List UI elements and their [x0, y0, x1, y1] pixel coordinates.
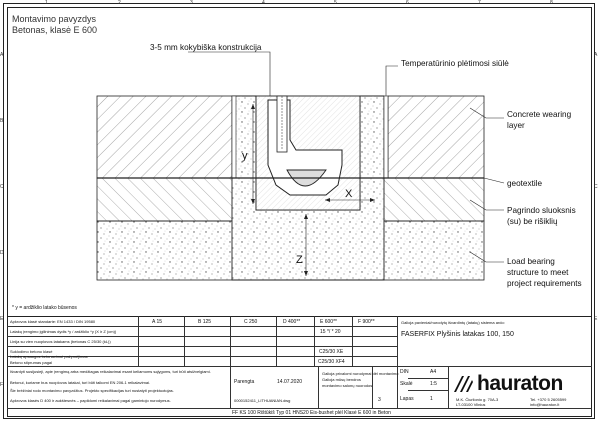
hint-box: Galioja privalomi nurodymai dėl montavimo: [322, 371, 399, 376]
note-4: Apkrovos klasės D 400 ir aukštesnės – papildomi reikalavimai pagal gamintojo nurodymus.: [10, 398, 171, 403]
zone-side-d: D: [0, 250, 4, 256]
prepared-label: Parengta: [234, 379, 255, 385]
load-class-header: Apkrovos klasė standarte: EN 1433 / DIN 19580: [10, 319, 96, 324]
validity-1: Galioja mūsų bendros: [322, 377, 361, 382]
annotation-bearing-3: project requirements: [507, 279, 582, 288]
drawing-subtitle: Betonas, klasė E 600: [12, 25, 98, 35]
zone-top-3: 3: [190, 0, 193, 6]
product-note: Galioja pavieniai/nurodytų išvardintų (latakų) sistema ardo:: [401, 320, 505, 325]
zone-side-a: A: [0, 52, 4, 58]
prepared-date: 14.07.2020: [277, 379, 303, 385]
row-label-4: Latakų apsaugos betonavimui pažymėjimas: [10, 354, 88, 359]
annotation-geotextile: geotextile: [507, 179, 543, 188]
e600-concrete: C25/30 XE: [319, 349, 344, 355]
annotation-base-1: Pagrindo sluoksnis: [507, 206, 576, 215]
product-name: FASERFIX Plyšinis latakas 100, 150: [401, 331, 514, 338]
zone-side-e: E: [0, 316, 4, 322]
zone-side-c-right: C: [594, 184, 598, 190]
footnote: * y = ardžiklio latako būsenos: [12, 305, 77, 311]
class-f900: F 900**: [358, 319, 375, 325]
file-name: 0000152411_LITHUANIAN.dwg: [234, 398, 291, 403]
scale-label: Skalė: [400, 381, 413, 387]
row-label-1: Latakų įrengimo įgilinimas dydis *y / ardžiklio *y (X ir Z (cm)): [10, 329, 117, 334]
zone-side-f: F: [0, 382, 4, 388]
zone-side-a-right: A: [594, 52, 598, 58]
class-c250: C 250: [244, 319, 258, 325]
class-e600: E 600**: [320, 319, 337, 325]
annotation-angle: 3-5 mm kokybiška konstrukcija: [150, 43, 262, 52]
address-2: LT-03100 Vilnius: [456, 402, 486, 407]
zone-top-2: 2: [118, 0, 121, 6]
zone-top-7: 7: [478, 0, 481, 6]
note-3: Šie brėžiniai rodo montavimo pavyzdžius. Projekto specifikacijas turi nustatyti projektuotojas.: [10, 388, 174, 393]
drawing-title: Montavimo pavyzdys: [12, 14, 97, 24]
zone-top-5: 5: [334, 0, 337, 6]
dimension-y-label: y: [242, 150, 248, 162]
company-logo: hauraton: [477, 372, 563, 395]
zone-top-1: 1: [45, 0, 48, 6]
zone-side-e-right: E: [594, 316, 598, 322]
zone-side-b: B: [0, 118, 4, 124]
note-1: Išvardyti susijusieji, apie įrengimą arba medžiagas reikalavimai esant keliamoms sąlygoms, turi būti atsižvelgiami.: [10, 369, 211, 374]
zone-side-c: C: [0, 184, 4, 190]
row-label-5: Betono stiprumas pagal: [10, 360, 53, 365]
dimension-x-label: X: [345, 188, 353, 200]
row-label-2: Linija su vien nuoplovos latakams (betonas C 25/30 (kL)): [10, 339, 111, 344]
footer-description: FF KS 100 Rištūkiš Typ 01 HNS20 Eis-bushet plėl Klasė E 600 in Beton: [232, 410, 391, 416]
sheet-number: 3: [378, 397, 381, 403]
zone-top-4: 4: [262, 0, 265, 6]
annotation-joint: Temperatūrinio plėtimosi siūlė: [401, 59, 509, 68]
note-2: Betonui, kuriame bus nuoplovos latakai, turi būti taikomi EN 206-1 reikalavimai.: [10, 380, 151, 385]
validity-2: montavimo salonų nuorodos: [322, 383, 373, 388]
annotation-bearing-2: structure to meet: [507, 268, 569, 277]
format-value: A4: [430, 369, 437, 375]
contact-phone: Tel. +370 5 2605599: [530, 397, 567, 402]
class-a15: A 15: [152, 319, 163, 325]
contact-email: info@hauraton.lt: [530, 402, 560, 407]
annotation-wearing-1: Concrete wearing: [507, 110, 572, 119]
zone-top-6: 6: [406, 0, 409, 6]
format-label: DIN: [400, 369, 409, 375]
annotation-wearing-2: layer: [507, 121, 525, 130]
sheet-value: 1: [430, 396, 433, 402]
row-label-3: Suklodimo betono klasė: [10, 349, 53, 354]
class-d400: D 400**: [283, 319, 301, 325]
address-1: M.K. Čiurlionio g. 70A-3: [456, 397, 499, 402]
e600-strength: C25/30 XF4: [318, 359, 345, 365]
e600-depth: 15 */ * 20: [320, 329, 341, 335]
class-b125: B 125: [198, 319, 212, 325]
hauraton-logo-icon: [452, 374, 474, 394]
dimension-z-label: Z: [296, 254, 303, 266]
sheet-label: Lapas: [400, 396, 414, 402]
zone-top-8: 8: [550, 0, 553, 6]
annotation-base-2: (su) be rišiklių: [507, 217, 558, 226]
annotation-bearing-1: Load bearing: [507, 257, 555, 266]
scale-value: 1:5: [430, 381, 437, 387]
